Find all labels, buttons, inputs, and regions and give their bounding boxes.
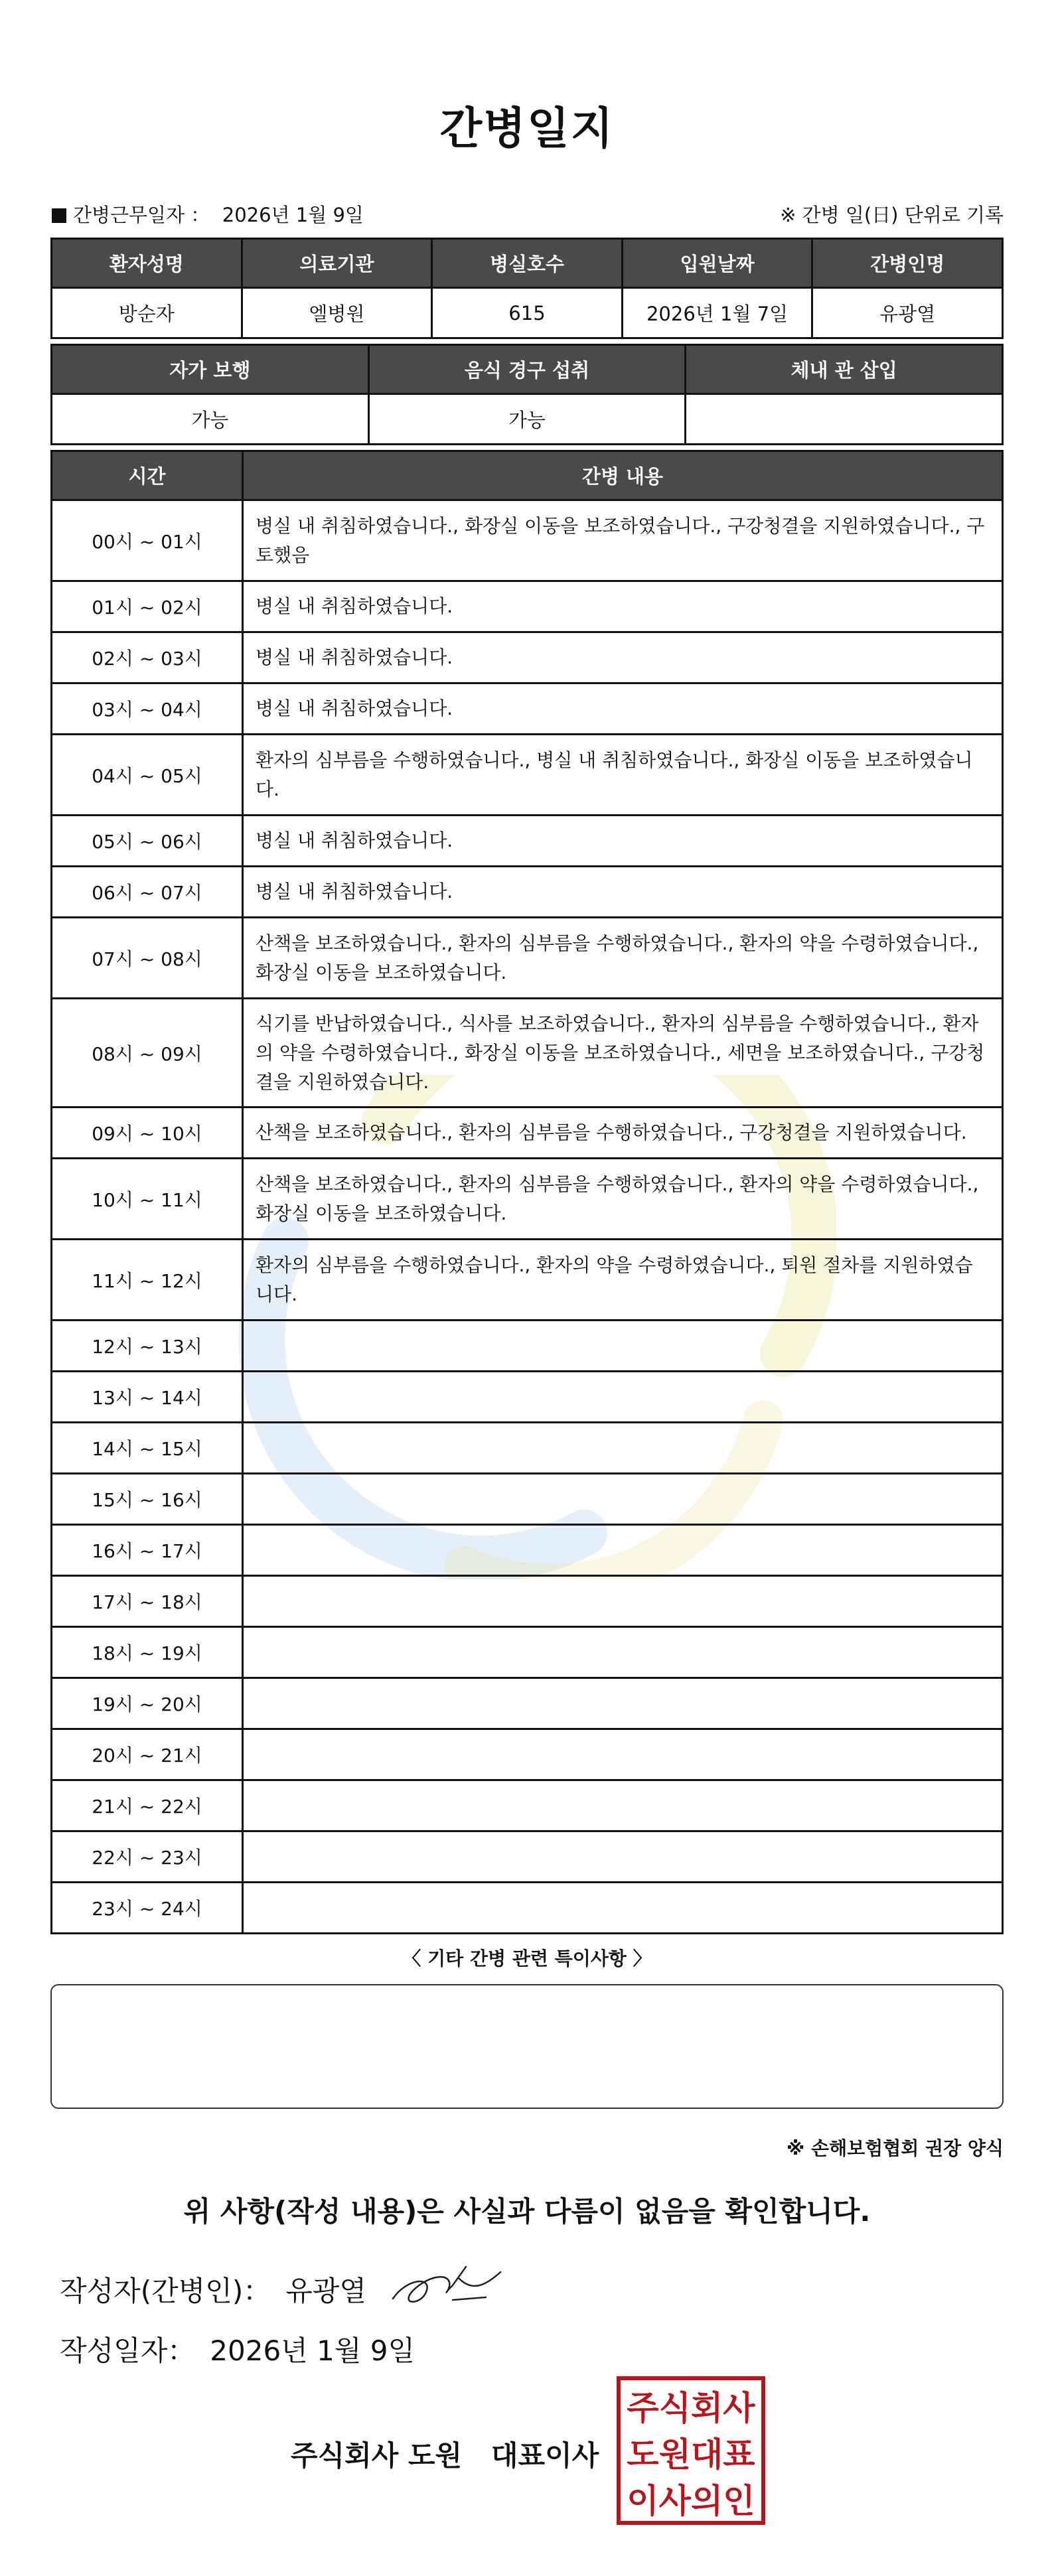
header-self-walking: 자가 보행	[52, 345, 369, 394]
table-row	[52, 1576, 1003, 1627]
room-number: 615	[432, 288, 623, 338]
table-row	[52, 735, 1003, 816]
hospital: 엘병원	[242, 288, 432, 338]
work-date	[52, 200, 364, 228]
content-cell: 환자의 심부름을 수행하였습니다., 병실 내 취침하였습니다., 화장실 이동을 보조하였습니다.	[243, 735, 1003, 816]
time-cell: 02시 ~ 03시	[52, 632, 243, 683]
table-row	[52, 1883, 1003, 1934]
admission-date: 2026년 1월 7일	[622, 288, 812, 338]
table-row	[52, 1678, 1003, 1729]
content-cell: 병실 내 취침하였습니다.	[243, 581, 1003, 632]
time-cell: 18시 ~ 19시	[52, 1627, 243, 1678]
writer-name: 유광열	[285, 2275, 366, 2307]
content-cell	[243, 1627, 1003, 1678]
table-row	[52, 1780, 1003, 1831]
table-row	[52, 1423, 1003, 1474]
table-row	[52, 1729, 1003, 1780]
company-seal-icon	[616, 2376, 766, 2526]
time-cell: 00시 ~ 01시	[52, 500, 243, 581]
table-row	[52, 1474, 1003, 1525]
content-cell	[243, 1576, 1003, 1627]
written-date-label: 작성일자：	[60, 2334, 196, 2367]
table-row	[52, 1372, 1003, 1423]
time-cell: 09시 ~ 10시	[52, 1108, 243, 1159]
written-date-line	[60, 2329, 415, 2369]
content-cell: 환자의 심부름을 수행하였습니다., 환자의 약을 수령하였습니다., 퇴원 절차를 지원하였습니다.	[243, 1240, 1003, 1321]
signature-icon	[386, 2259, 506, 2313]
writer-line	[60, 2269, 366, 2309]
header-hospital: 의료기관	[242, 239, 432, 288]
content-cell	[243, 1321, 1003, 1372]
table-row	[52, 1240, 1003, 1321]
header-admission-date: 입원날짜	[622, 239, 812, 288]
table-row	[52, 1159, 1003, 1240]
time-cell: 12시 ~ 13시	[52, 1321, 243, 1372]
header-time: 시간	[52, 451, 243, 500]
content-cell	[243, 1423, 1003, 1474]
content-cell: 산책을 보조하였습니다., 환자의 심부름을 수행하였습니다., 환자의 약을 수령하였습니다., 화장실 이동을 보조하였습니다.	[243, 1159, 1003, 1240]
table-row	[52, 1525, 1003, 1576]
written-date-value: 2026년 1월 9일	[210, 2334, 415, 2367]
content-cell	[243, 1525, 1003, 1576]
time-cell: 21시 ~ 22시	[52, 1780, 243, 1831]
content-cell	[243, 1729, 1003, 1780]
patient-info-table	[50, 238, 1004, 339]
header-care-content: 간병 내용	[243, 451, 1003, 500]
time-cell: 14시 ~ 15시	[52, 1423, 243, 1474]
content-cell	[243, 1831, 1003, 1883]
content-cell: 산책을 보조하였습니다., 환자의 심부름을 수행하였습니다., 구강청결을 지원하였습니다.	[243, 1108, 1003, 1159]
seal-line-3: 이사의인	[627, 2482, 755, 2520]
time-cell: 13시 ~ 14시	[52, 1372, 243, 1423]
time-cell: 06시 ~ 07시	[52, 867, 243, 918]
time-cell: 01시 ~ 02시	[52, 581, 243, 632]
content-cell: 병실 내 취침하였습니다., 화장실 이동을 보조하였습니다., 구강청결을 지원하였습니다., 구토했음	[243, 500, 1003, 581]
notes-label: 〈 기타 간병 관련 특이사항 〉	[402, 1948, 652, 1969]
confirmation-statement: 위 사항(작성 내용)은 사실과 다름이 없음을 확인합니다.	[183, 2195, 871, 2228]
record-note: ※ 간병 일(日) 단위로 기록	[780, 204, 1004, 226]
table-row	[52, 816, 1003, 867]
table-row	[52, 1321, 1003, 1372]
time-cell: 20시 ~ 21시	[52, 1729, 243, 1780]
page-title: 간병일지	[439, 103, 615, 154]
work-date-label: 간병근무일자 ：	[73, 204, 210, 226]
tube-insertion-value	[686, 394, 1003, 445]
company-representative: 주식회사 도원 대표이사	[291, 2439, 599, 2472]
content-cell	[243, 1474, 1003, 1525]
seal-line-2: 도원대표	[627, 2435, 755, 2474]
header-oral-intake: 음식 경구 섭취	[368, 345, 686, 394]
time-cell: 22시 ~ 23시	[52, 1831, 243, 1883]
square-bullet-icon	[52, 208, 66, 223]
care-log-table	[50, 450, 1004, 1934]
time-cell: 16시 ~ 17시	[52, 1525, 243, 1576]
table-row	[52, 1831, 1003, 1883]
table-row	[52, 1627, 1003, 1678]
time-cell: 19시 ~ 20시	[52, 1678, 243, 1729]
header-tube-insertion: 체내 관 삽입	[686, 345, 1003, 394]
header-caregiver-name: 간병인명	[812, 239, 1003, 288]
patient-name: 방순자	[52, 288, 242, 338]
time-cell: 05시 ~ 06시	[52, 816, 243, 867]
time-cell: 03시 ~ 04시	[52, 683, 243, 735]
table-row	[52, 867, 1003, 918]
oral-intake-value: 가능	[368, 394, 686, 445]
time-cell: 10시 ~ 11시	[52, 1159, 243, 1240]
table-row	[52, 581, 1003, 632]
time-cell: 11시 ~ 12시	[52, 1240, 243, 1321]
time-cell: 23시 ~ 24시	[52, 1883, 243, 1934]
time-cell: 15시 ~ 16시	[52, 1474, 243, 1525]
content-cell	[243, 1883, 1003, 1934]
header-patient-name: 환자성명	[52, 239, 242, 288]
content-cell	[243, 1372, 1003, 1423]
caregiver-name: 유광열	[812, 288, 1003, 338]
self-walking-value: 가능	[52, 394, 369, 445]
table-row	[52, 918, 1003, 999]
patient-ability-table	[50, 344, 1004, 445]
work-date-value: 2026년 1월 9일	[222, 204, 364, 226]
content-cell: 병실 내 취침하였습니다.	[243, 867, 1003, 918]
content-cell: 병실 내 취침하였습니다.	[243, 632, 1003, 683]
time-cell: 07시 ~ 08시	[52, 918, 243, 999]
content-cell: 산책을 보조하였습니다., 환자의 심부름을 수행하였습니다., 환자의 약을 수령하였습니다., 화장실 이동을 보조하였습니다.	[243, 918, 1003, 999]
time-cell: 08시 ~ 09시	[52, 999, 243, 1108]
seal-line-1: 주식회사	[627, 2389, 755, 2427]
table-row	[52, 1108, 1003, 1159]
time-cell: 17시 ~ 18시	[52, 1576, 243, 1627]
form-source-note: ※ 손해보험협회 권장 양식	[787, 2137, 1004, 2159]
content-cell: 식기를 반납하였습니다., 식사를 보조하였습니다., 환자의 심부름을 수행하였습니다., 환자의 약을 수령하였습니다., 화장실 이동을 보조하였습니다., 세면을 보조하였습니다., 구강청결을 지원하였습니다.	[243, 999, 1003, 1108]
content-cell	[243, 1780, 1003, 1831]
table-row	[52, 632, 1003, 683]
table-row	[52, 683, 1003, 735]
content-cell: 병실 내 취침하였습니다.	[243, 683, 1003, 735]
content-cell	[243, 1678, 1003, 1729]
table-row	[52, 500, 1003, 581]
time-cell: 04시 ~ 05시	[52, 735, 243, 816]
notes-box[interactable]	[50, 1984, 1004, 2109]
content-cell: 병실 내 취침하였습니다.	[243, 816, 1003, 867]
table-row	[52, 999, 1003, 1108]
header-room-number: 병실호수	[432, 239, 623, 288]
writer-label: 작성자(간병인)：	[60, 2275, 271, 2307]
